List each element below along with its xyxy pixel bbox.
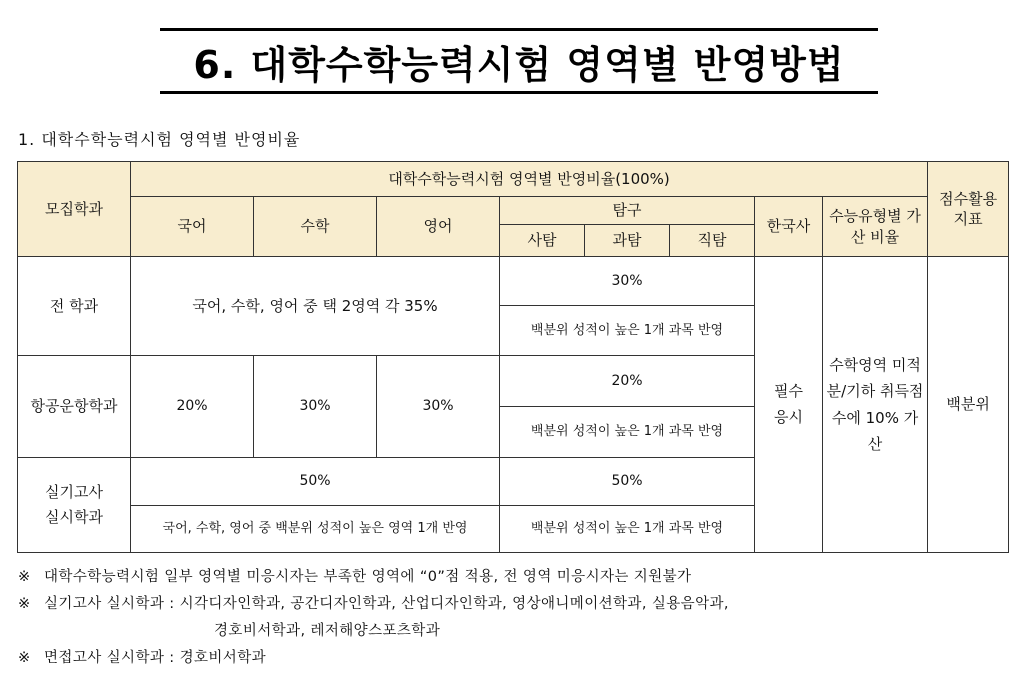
merged-bonus <box>823 257 928 553</box>
row-aviation-inquiry-ratio: 20% <box>500 356 755 407</box>
row-all-inquiry-note: 백분위 성적이 높은 1개 과목 반영 <box>500 306 755 356</box>
note-text: 대학수학능력시험 일부 영역별 미응시자는 부족한 영역에 “0”점 적용, 전 영역 미응시자는 지원불가 <box>44 569 692 585</box>
page-title-box <box>160 28 878 94</box>
suneung-ratio-table <box>17 161 1009 553</box>
merged-bonus-text: 수학영역 미적분/기하 취득점수에 10% 가산 <box>826 356 924 453</box>
merged-history <box>755 257 823 553</box>
note-mark: ※ <box>18 569 31 585</box>
note-item <box>18 593 729 620</box>
row-practical-kme-ratio: 50% <box>131 458 500 506</box>
header-science: 과탐 <box>585 225 670 257</box>
row-practical-department <box>18 458 131 553</box>
note-item <box>18 647 729 674</box>
header-score-index <box>928 162 1009 257</box>
note-text: 면접고사 실시학과 : 경호비서학과 <box>44 650 267 666</box>
section-heading: 1. 대학수학능력시험 영역별 반영비율 <box>18 130 301 149</box>
note-mark: ※ <box>18 596 31 612</box>
header-math: 수학 <box>254 197 377 257</box>
note-text: 경호비서학과, 레저해양스포츠학과 <box>214 623 441 639</box>
row-all-inquiry-ratio: 30% <box>500 257 755 306</box>
row-practical-kme-note: 국어, 수학, 영어 중 백분위 성적이 높은 영역 1개 반영 <box>131 506 500 553</box>
row-aviation-korean: 20% <box>131 356 254 458</box>
note-text: 실기고사 실시학과 : 시각디자인학과, 공간디자인학과, 산업디자인학과, 영상애니메이션학과, 실용음악과, <box>44 596 729 612</box>
header-history: 한국사 <box>755 197 823 257</box>
header-bonus-text: 수능유형별 가산 비율 <box>829 207 921 246</box>
row-all-department: 전 학과 <box>18 257 131 356</box>
header-inquiry: 탐구 <box>500 197 755 225</box>
header-ratio-group: 대학수학능력시험 영역별 반영비율(100%) <box>131 162 928 197</box>
row-practical-inquiry-note: 백분위 성적이 높은 1개 과목 반영 <box>500 506 755 553</box>
row-practical-department-text: 실기고사 실시학과 <box>45 482 103 526</box>
row-practical-inquiry-ratio: 50% <box>500 458 755 506</box>
note-mark: ※ <box>18 650 31 666</box>
page-title: 6. 대학수학능력시험 영역별 반영방법 <box>193 42 845 87</box>
header-vocational: 직탐 <box>670 225 755 257</box>
notes-list <box>18 566 729 674</box>
note-item-continued <box>18 620 729 647</box>
header-english: 영어 <box>377 197 500 257</box>
header-score-index-text: 점수활용 지표 <box>939 189 998 228</box>
row-aviation-department: 항공운항학과 <box>18 356 131 458</box>
merged-history-text: 필수 응시 <box>774 382 803 426</box>
header-korean: 국어 <box>131 197 254 257</box>
row-aviation-english: 30% <box>377 356 500 458</box>
row-aviation-math: 30% <box>254 356 377 458</box>
row-aviation-inquiry-note: 백분위 성적이 높은 1개 과목 반영 <box>500 407 755 458</box>
header-bonus <box>823 197 928 257</box>
note-item <box>18 566 729 593</box>
header-department: 모집학과 <box>18 162 131 257</box>
merged-score-index: 백분위 <box>928 257 1009 553</box>
header-social: 사탐 <box>500 225 585 257</box>
row-all-kme: 국어, 수학, 영어 중 택 2영역 각 35% <box>131 257 500 356</box>
